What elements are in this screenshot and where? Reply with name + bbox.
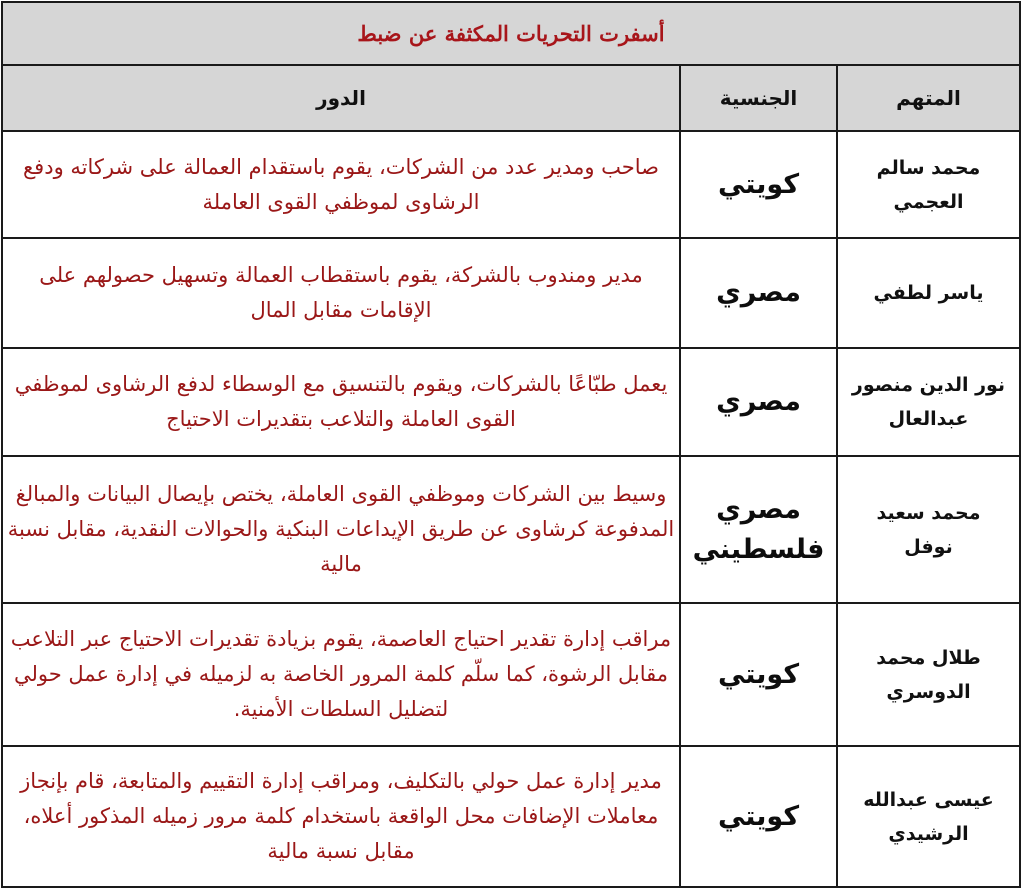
accused-name-cell [837, 603, 1020, 746]
nationality: فلسطيني [692, 533, 825, 565]
table-row [2, 348, 1020, 456]
role-cell: يعمل طبّاعًا بالشركات، ويقوم بالتنسيق مع الوسطاء لدفع الرشاوى لموظفي القوى العاملة والتلاعب بتقديرات الاحتياج [2, 348, 680, 456]
role-cell: مدير ومندوب بالشركة، يقوم باستقطاب العمالة وتسهيل حصولهم على الإقامات مقابل المال [2, 238, 680, 348]
accused-name: نوفل [904, 535, 953, 558]
nationality: مصري [716, 493, 801, 525]
accused-name: محمد سعيد [876, 501, 981, 524]
nationality-cell [680, 238, 837, 348]
nationality: كويتي [717, 658, 800, 690]
accused-name: ياسر لطفي [873, 282, 984, 304]
nationality-cell [680, 131, 837, 238]
nationality-cell [680, 456, 837, 603]
accused-name: نور الدين منصور [851, 374, 1006, 396]
accused-name: طلال محمد [876, 646, 981, 669]
role-cell: مراقب إدارة تقدير احتياج العاصمة، يقوم بزيادة تقديرات الاحتياج عبر التلاعب مقابل الرشوة، كما سلّم كلمة المرور الخاصة به لزميله في إدارة عمل حولي لتضليل السلطات الأمنية. [2, 603, 680, 746]
accused-name: الدوسري [886, 680, 971, 703]
nationality: كويتي [717, 168, 800, 200]
table-title: أسفرت التحريات المكثفة عن ضبط [2, 2, 1020, 65]
role-cell: صاحب ومدير عدد من الشركات، يقوم باستقدام العمالة على شركاته ودفع الرشاوى لموظفي القوى العاملة [2, 131, 680, 238]
accused-name: محمد سالم [876, 156, 981, 179]
nationality: كويتي [717, 800, 800, 832]
table-row [2, 746, 1020, 887]
accused-name: عيسى عبدالله [863, 788, 994, 811]
table-row [2, 238, 1020, 348]
nationality: مصري [716, 386, 801, 417]
header-accused: المتهم [837, 65, 1020, 131]
title-row [2, 2, 1020, 65]
accused-name-cell [837, 456, 1020, 603]
table-row [2, 603, 1020, 746]
header-role: الدور [2, 65, 680, 131]
accused-name: الرشيدي [888, 822, 969, 845]
accused-name: عبدالعال [888, 408, 969, 430]
nationality: مصري [716, 277, 801, 308]
role-cell: مدير إدارة عمل حولي بالتكليف، ومراقب إدارة التقييم والمتابعة، قام بإنجاز معاملات الإضافات محل الواقعة باستخدام كلمة مرور زميله المذكور أعلاه، مقابل نسبة مالية [2, 746, 680, 887]
accused-name-cell [837, 348, 1020, 456]
table-row [2, 456, 1020, 603]
nationality-cell [680, 348, 837, 456]
table-row [2, 131, 1020, 238]
accused-table [1, 1, 1021, 888]
role-cell: وسيط بين الشركات وموظفي القوى العاملة، يختص بإيصال البيانات والمبالغ المدفوعة كرشاوى عن طريق الإيداعات البنكية والحوالات النقدية، مقابل نسبة مالية [2, 456, 680, 603]
accused-name-cell [837, 131, 1020, 238]
accused-name-cell [837, 746, 1020, 887]
nationality-cell [680, 746, 837, 887]
nationality-cell [680, 603, 837, 746]
accused-name: العجمي [893, 190, 964, 213]
header-nationality: الجنسية [680, 65, 837, 131]
header-row [2, 65, 1020, 131]
accused-name-cell [837, 238, 1020, 348]
